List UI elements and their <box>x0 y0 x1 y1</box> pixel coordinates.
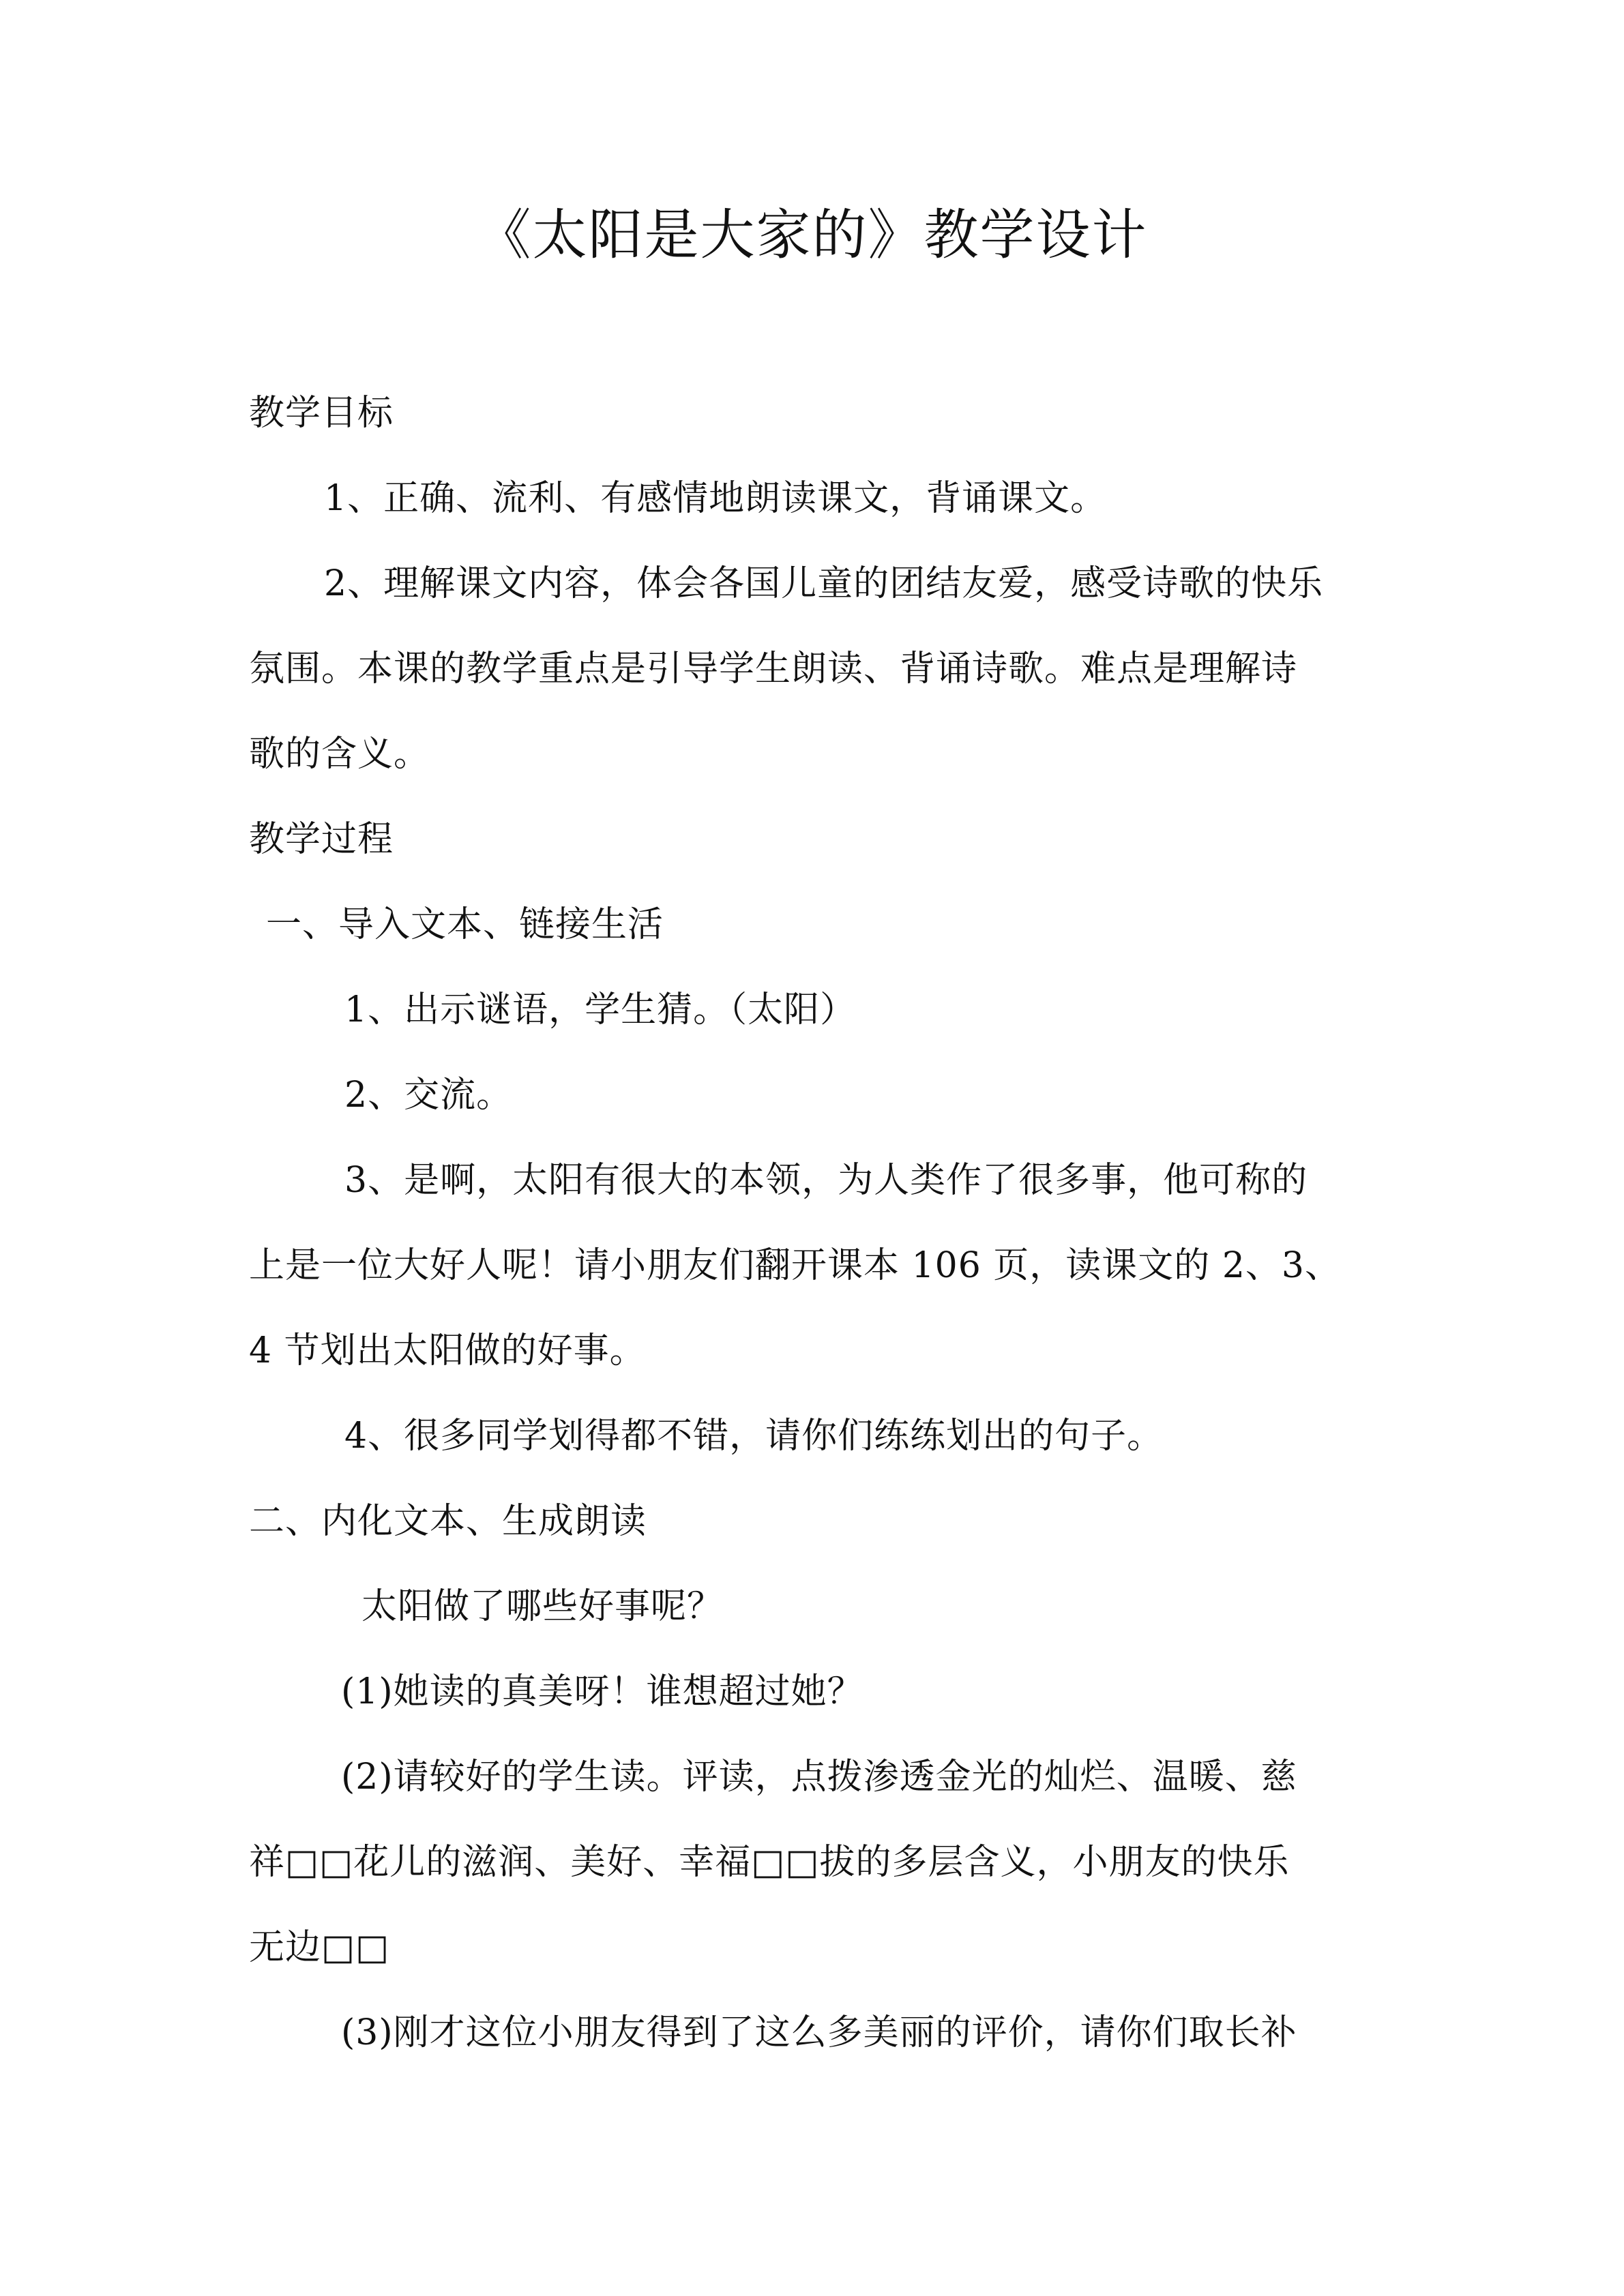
part1-step4: 4、很多同学划得都不错，请你们练练划出的句子。 <box>344 1416 1164 1457</box>
process-heading: 教学过程 <box>249 819 394 860</box>
part2-item2-line2: 祥□□花儿的滋润、美好、幸福□□拔的多层含义，小朋友的快乐 <box>249 1842 1290 1883</box>
part1-step1: 1、出示谜语，学生猜。（太阳） <box>344 989 857 1030</box>
objective-2-line2: 氛围。本课的教学重点是引导学生朗读、背诵诗歌。难点是理解诗 <box>249 648 1298 689</box>
part1-step3-line2: 上是一位大好人呢！请小朋友们翻开课本 106 页，读课文的 2、3、 <box>249 1245 1342 1286</box>
part2-question: 太阳做了哪些好事呢？ <box>361 1586 724 1627</box>
part1-step3-line1: 3、是啊，太阳有很大的本领，为人类作了很多事，他可称的 <box>344 1160 1308 1201</box>
objective-2-line3: 歌的含义。 <box>249 734 430 775</box>
part2-item1: (1)她读的真美呀！谁想超过她？ <box>341 1671 863 1712</box>
part1-step2: 2、交流。 <box>344 1075 513 1116</box>
objective-1: 1、正确、流利、有感情地朗读课文，背诵课文。 <box>324 478 1107 519</box>
objectives-heading: 教学目标 <box>249 393 394 434</box>
part2-item2-line3: 无边□□ <box>249 1927 390 1968</box>
document-title: 《太阳是大家的》教学设计 <box>476 203 1148 267</box>
part1-step3-line3: 4 节划出太阳做的好事。 <box>249 1330 646 1371</box>
objective-2-line1: 2、理解课文内容，体会各国儿童的团结友爱，感受诗歌的快乐 <box>324 563 1324 604</box>
part1-heading: 一、导入文本、链接生活 <box>266 904 664 945</box>
part2-item3: (3)刚才这位小朋友得到了这么多美丽的评价，请你们取长补 <box>341 2012 1297 2053</box>
part2-item2-line1: (2)请较好的学生读。评读，点拨渗透金光的灿烂、温暖、慈 <box>341 1757 1297 1798</box>
part2-heading: 二、内化文本、生成朗读 <box>249 1501 647 1542</box>
